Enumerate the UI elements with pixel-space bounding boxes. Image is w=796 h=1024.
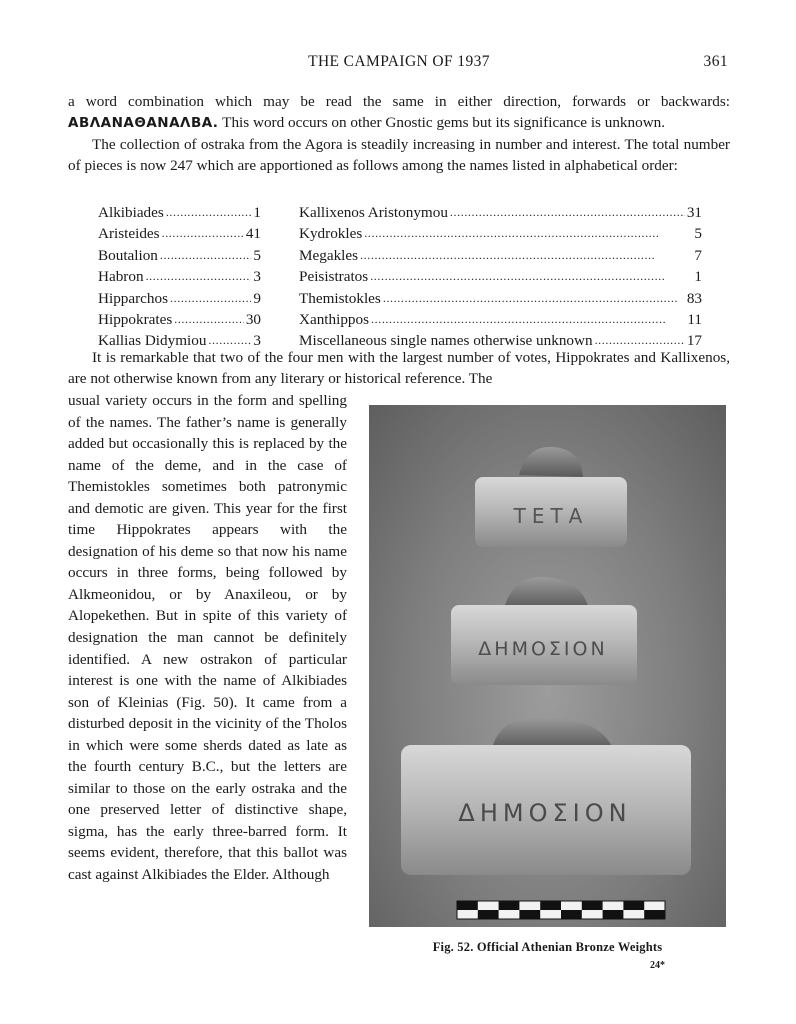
vote-count: 5 — [253, 246, 261, 264]
greek-palindrome: ΑΒΛΑΝΑΘΑΝΑΛΒΑ. — [68, 115, 219, 132]
dot-leader — [383, 288, 685, 309]
bronze-weights-photo — [369, 405, 726, 927]
candidate-name: Habron — [98, 268, 144, 286]
vote-count: 9 — [253, 289, 261, 307]
candidate-name: Hippokrates — [98, 311, 173, 329]
ostraka-row — [299, 245, 702, 266]
scale-bar-cell — [623, 901, 644, 910]
candidate-name: Themistokles — [299, 289, 381, 307]
weight-large-handle — [493, 717, 613, 749]
dot-leader — [174, 309, 244, 330]
page-number: 361 — [703, 53, 728, 70]
candidate-name: Megakles — [299, 246, 359, 264]
vote-count: 17 — [686, 332, 702, 350]
candidate-name: Aristeides — [98, 225, 160, 243]
weight-small — [475, 447, 627, 547]
vote-count: 30 — [245, 311, 261, 329]
candidate-name: Miscellaneous single names otherwise unknown — [299, 332, 593, 350]
scale-bar — [457, 901, 665, 919]
vote-count: 11 — [687, 311, 702, 329]
ostraka-row — [98, 245, 261, 266]
candidate-name: Peisistratos — [299, 268, 369, 286]
dot-leader — [371, 309, 685, 330]
weight-medium — [451, 577, 637, 685]
paragraph-wrapped-text: usual variety occurs in the form and spelling of the names. The father’s name is generally added but occasionally this is replaced by the name of the deme, and in the case of Themistokles sometimes both patronymic and demotic are given. This year for the first time Hippokrates appears with the designation of his deme so that now his name occurs in three forms, being followed by Alkmeonidou, or by Anaxileou, or by Alopekethen. But in spite of this variety of designation the man cannot be definitely identified. A new ostrakon of particular interest is one with the name of Alkibiades son of Kleinias (Fig. 50). It came from a disturbed deposit in the vicinity of the Tholos in which were some sherds dated as late as the fourth century B.C., but the letters are similar to those on the early ostraka and the one preserved letter of distinctive shape, sigma, has the early three-barred form. It seems evident, therefore, that this ballot was cast against Alkibiades the Elder. Although — [68, 392, 347, 884]
candidate-name: Xanthippos — [299, 311, 370, 329]
scale-bar-cell — [478, 910, 499, 919]
scale-bar-cell — [644, 910, 665, 919]
dot-leader — [170, 288, 251, 309]
weight-large-inscription: ΔΗΜΟΣΙΟΝ — [458, 799, 632, 827]
ostraka-row — [299, 202, 702, 223]
ostraka-row — [98, 288, 261, 309]
scale-bar-cell — [561, 910, 582, 919]
name-column-left — [98, 202, 261, 352]
candidate-name: Hipparchos — [98, 289, 169, 307]
dot-leader — [162, 223, 244, 244]
paragraph-remarkable: It is remarkable that two of the four men with the largest number of votes, Hippokrates and Kallixenos, are not otherwise known from any literary or historical reference. The — [68, 349, 730, 388]
paragraph-ostraka-intro: The collection of ostraka from the Agora is steadily increasing in number and interest. The total number of pieces is now 247 which are apportioned as follows among the names listed in alphabetical order: — [68, 136, 730, 175]
candidate-name: Kydrokles — [299, 225, 363, 243]
figure-caption: Fig. 52. Official Athenian Bronze Weights — [432, 940, 663, 954]
weight-medium-inscription: ΔΗΜΟΣΙΟΝ — [478, 638, 608, 660]
ostraka-row — [98, 202, 261, 223]
candidate-name: Boutalion — [98, 246, 158, 264]
dot-leader — [360, 245, 692, 266]
ostraka-row — [299, 266, 702, 287]
vote-count: 5 — [694, 225, 702, 243]
candidate-name: Kallixenos Aristonymou — [299, 204, 448, 221]
dot-leader — [450, 202, 685, 223]
dot-leader — [364, 223, 692, 244]
running-title: THE CAMPAIGN OF 1937 — [308, 53, 490, 70]
weights-illustration — [369, 405, 726, 927]
vote-count: 3 — [253, 268, 261, 286]
scale-bar-cell — [499, 901, 520, 910]
scale-bar-cell — [603, 910, 624, 919]
scale-bar-cell — [540, 901, 561, 910]
weight-medium-handle — [505, 577, 589, 609]
dot-leader — [146, 266, 252, 287]
vote-count: 7 — [694, 246, 702, 264]
vote-count: 3 — [253, 332, 261, 350]
vote-count: 1 — [253, 204, 261, 221]
candidate-name: Kallias Didymiou — [98, 332, 207, 350]
vote-count: 1 — [694, 268, 702, 286]
weight-small-inscription: ΤΕΤΑ — [513, 504, 589, 528]
scale-bar-cell — [519, 910, 540, 919]
paragraph-text: This word occurs on other Gnostic gems but its significance is unknown. — [218, 114, 666, 132]
scale-bar-cell — [582, 901, 603, 910]
ostraka-row — [98, 266, 261, 287]
paragraph-continuation — [68, 91, 730, 135]
vote-count: 31 — [686, 204, 702, 221]
weight-large — [401, 717, 691, 875]
dot-leader — [370, 266, 692, 287]
ostraka-row — [299, 223, 702, 244]
ostraka-row — [299, 309, 702, 330]
ostraka-row — [98, 309, 261, 330]
ostraka-row — [98, 223, 261, 244]
weight-small-handle — [519, 447, 583, 477]
scale-bar-cell — [457, 901, 478, 910]
candidate-name: Alkibiades — [98, 204, 164, 221]
signature-mark: 24* — [650, 960, 665, 971]
ostraka-row — [299, 288, 702, 309]
dot-leader — [160, 245, 252, 266]
name-column-right — [299, 202, 702, 352]
vote-count: 41 — [245, 225, 261, 243]
dot-leader — [166, 202, 252, 223]
vote-count: 83 — [686, 289, 702, 307]
paragraph-text: a word combination which may be read the same in either direction, forwards or backwards: — [68, 93, 730, 110]
